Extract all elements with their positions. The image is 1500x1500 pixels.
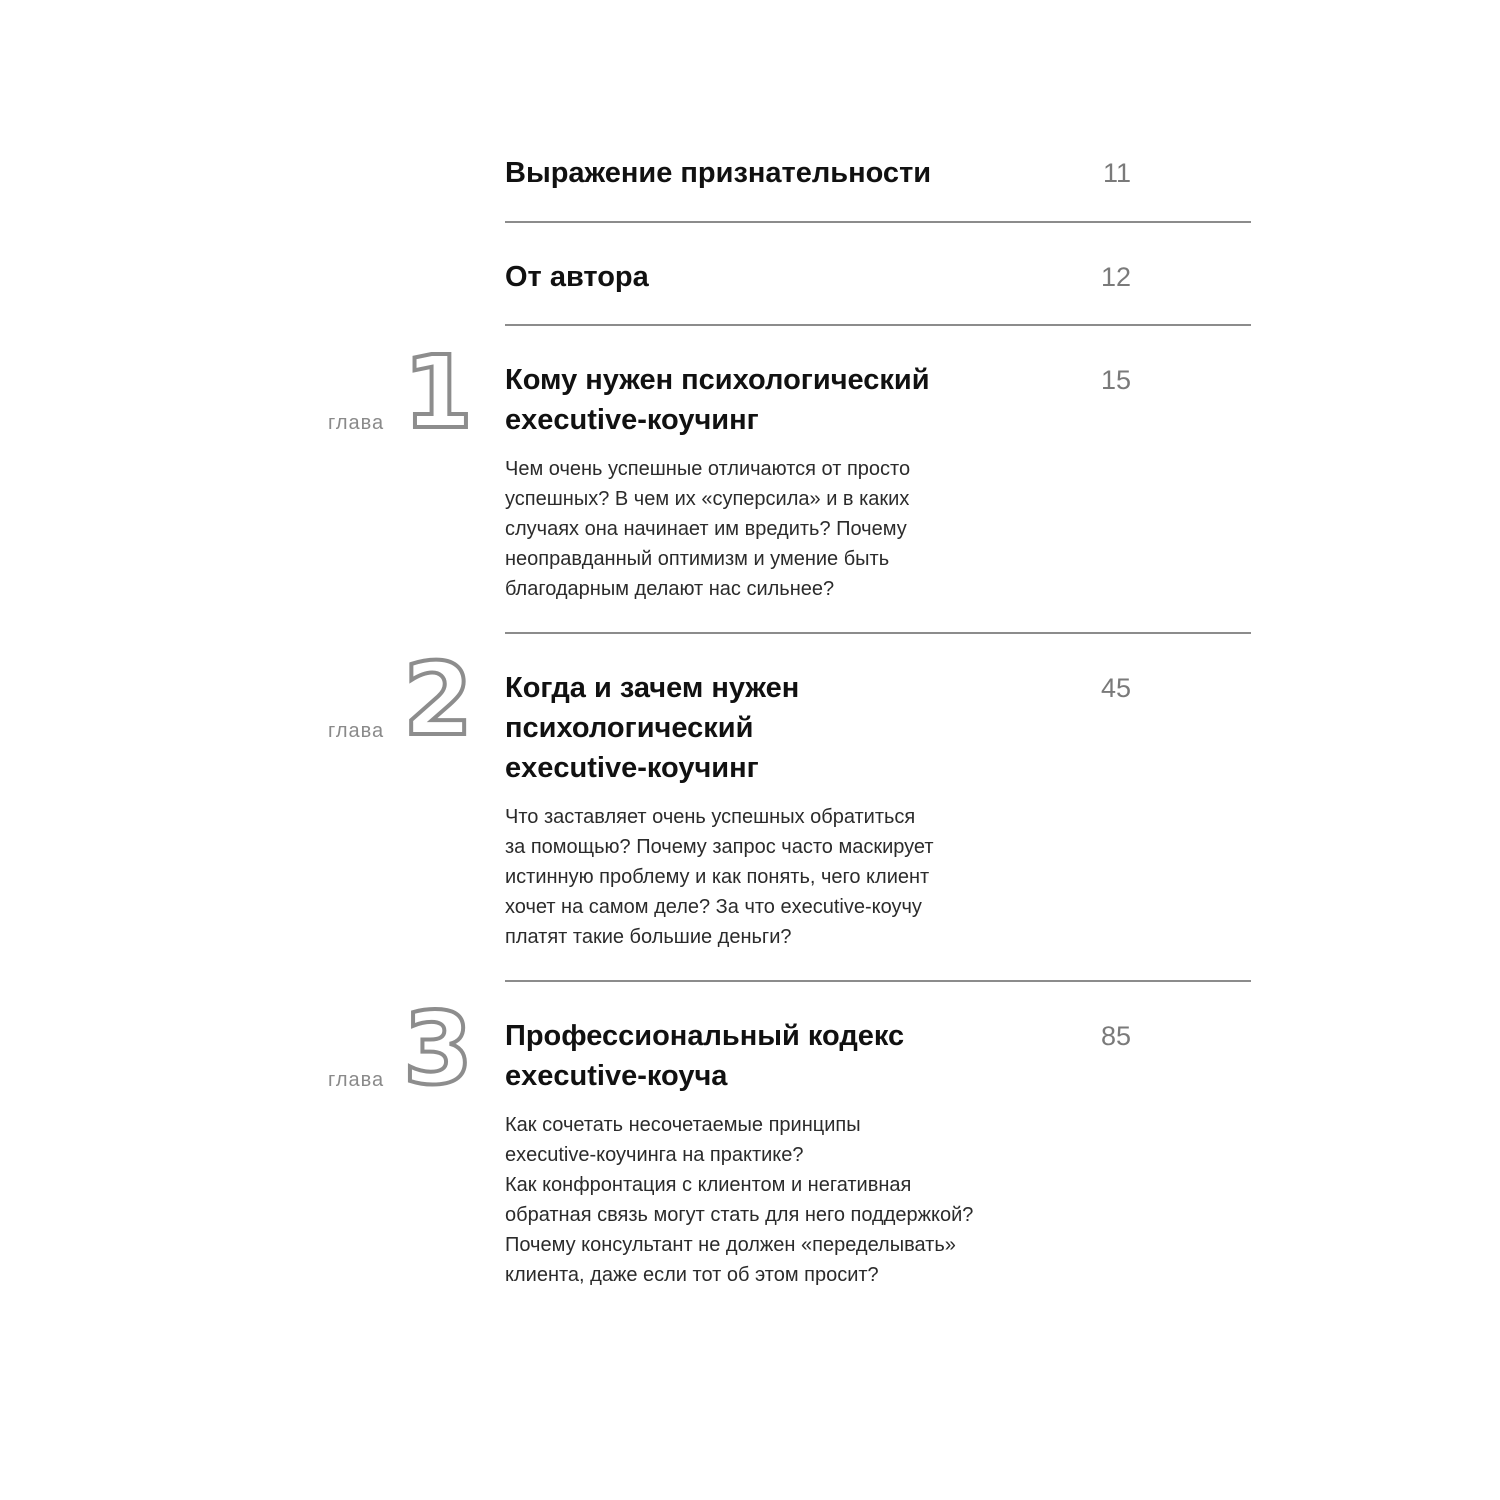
entry-description: Чем очень успешные отличаются от просто успешных? В чем их «суперсила» и в каких случаях она начинает им вредить? Почему неоправданный оптимизм и умение быть благодарным делают нас сильнее? <box>505 458 911 600</box>
entry-title: Профессиональный кодекс executive-коуча <box>505 1020 905 1092</box>
chapter-number: 1 <box>403 334 473 451</box>
entry-page-number: 12 <box>1100 262 1131 292</box>
entry-title: Когда и зачем нужен психологический executive-коучинг <box>505 672 800 784</box>
entry-page-number: 15 <box>1100 365 1131 395</box>
divider <box>505 632 1251 634</box>
chapter-number: 3 <box>403 990 473 1107</box>
entry-page-number: 11 <box>1102 158 1131 188</box>
divider <box>505 221 1251 223</box>
entry-title: Выражение признательности <box>505 157 932 189</box>
entry-title: От автора <box>505 261 649 293</box>
entry-title: Кому нужен психологический executive-коучинг <box>505 364 930 436</box>
entry-description: Что заставляет очень успешных обратиться за помощью? Почему запрос часто маскирует истинную проблему и как понять, чего клиент хочет на самом деле? За что executive-коучу платят такие большие деньги? <box>505 806 934 948</box>
chapter-label: глава <box>328 412 385 434</box>
entry-page-number: 85 <box>1100 1021 1131 1051</box>
chapter-label: глава <box>328 1069 385 1091</box>
chapter-number: 2 <box>403 641 473 758</box>
divider <box>505 324 1251 326</box>
entry-page-number: 45 <box>1100 673 1131 703</box>
divider <box>505 980 1251 982</box>
entry-description: Как сочетать несочетаемые принципы executive-коучинга на практике? Как конфронтация с клиентом и негативная обратная связь могут стать для него поддержкой? Почему консультант не должен «переделывать» клиента, даже если тот об этом просит? <box>505 1114 974 1286</box>
chapter-label: глава <box>328 720 385 742</box>
